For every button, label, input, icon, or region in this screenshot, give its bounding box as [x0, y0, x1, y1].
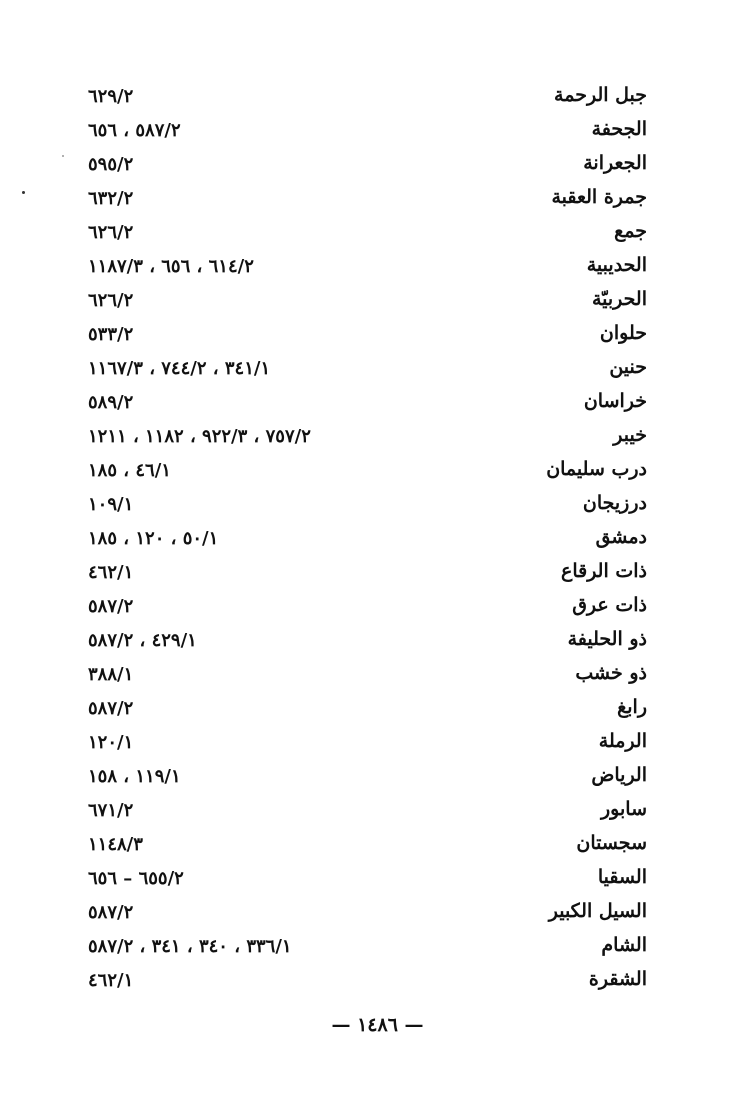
- page-references: ٤٦٢/١: [88, 562, 134, 583]
- page-references: ٦١٤/٢ ، ٦٥٦ ، ١١٨٧/٣: [88, 256, 254, 277]
- page-references: ٦٢٩/٢: [88, 86, 134, 107]
- place-name: الرملة: [598, 730, 647, 752]
- place-name: جمع: [614, 220, 647, 242]
- page-references: ٣٤١/١ ، ٧٤٤/٢ ، ١١٦٧/٣: [88, 358, 271, 379]
- page-references: ٦٣٢/٢: [88, 188, 134, 209]
- index-entry: [0, 930, 755, 964]
- page-references: ٥٨٧/٢: [88, 596, 134, 617]
- index-entry: [0, 216, 755, 250]
- page-references: ٦٢٦/٢: [88, 222, 134, 243]
- place-name: السيل الكبير: [548, 900, 647, 922]
- index-entry: [0, 386, 755, 420]
- place-name: الحربيّة: [591, 288, 647, 310]
- place-name: الشام: [601, 934, 647, 956]
- page-references: ٥٨٧/٢ ، ٦٥٦: [88, 120, 181, 141]
- index-entry: [0, 250, 755, 284]
- page-references: ٥٨٧/٢: [88, 902, 134, 923]
- page-references: ٥٨٧/٢: [88, 698, 134, 719]
- place-name: جمرة العقبة: [551, 186, 647, 208]
- index-entry: [0, 182, 755, 216]
- place-name: ذات عرق: [572, 594, 647, 616]
- page-references: ٤٦/١ ، ١٨٥: [88, 460, 171, 481]
- page-references: ٦٧١/٢: [88, 800, 134, 821]
- index-entry: [0, 964, 755, 998]
- index-entry: [0, 760, 755, 794]
- page-references: ٥٣٣/٢: [88, 324, 134, 345]
- page-references: ١١٩/١ ، ١٥٨: [88, 766, 181, 787]
- index-entry: [0, 692, 755, 726]
- page-references: ١٢٠/١: [88, 732, 134, 753]
- place-name: حنين: [609, 356, 647, 378]
- place-name: خراسان: [583, 390, 647, 412]
- place-name: الجعرانة: [583, 152, 647, 174]
- place-name: الرياض: [591, 764, 647, 786]
- index-entry: [0, 522, 755, 556]
- place-name: جبل الرحمة: [554, 84, 647, 106]
- index-entry: [0, 114, 755, 148]
- place-name: ذو خشب: [575, 662, 647, 684]
- index-entry: [0, 794, 755, 828]
- page-references: ٥٨٩/٢: [88, 392, 134, 413]
- scan-speck: [62, 155, 64, 157]
- page-references: ٤٦٢/١: [88, 970, 134, 991]
- index-entry: [0, 284, 755, 318]
- place-name: الشقرة: [588, 968, 647, 990]
- page-references: ٣٣٦/١ ، ٣٤٠ ، ٣٤١ ، ٥٨٧/٢: [88, 936, 292, 957]
- index-entry: [0, 624, 755, 658]
- place-name: دمشق: [595, 526, 647, 548]
- page-references: ٥٠/١ ، ١٢٠ ، ١٨٥: [88, 528, 219, 549]
- scan-speck: [22, 191, 25, 194]
- place-name: درزيجان: [582, 492, 647, 514]
- index-entry: [0, 556, 755, 590]
- index-entry: [0, 352, 755, 386]
- place-name: ذو الحليفة: [567, 628, 647, 650]
- index-entry: [0, 726, 755, 760]
- index-entry: [0, 454, 755, 488]
- index-entry: [0, 148, 755, 182]
- index-entry: [0, 420, 755, 454]
- index-entry: [0, 590, 755, 624]
- place-name: ذات الرقاع: [560, 560, 647, 582]
- place-name: الحديبية: [586, 254, 647, 276]
- place-name: درب سليمان: [546, 458, 647, 480]
- place-name: الجحفة: [591, 118, 647, 140]
- page-references: ٦٥٥/٢ – ٦٥٦: [88, 868, 184, 889]
- index-entry: [0, 828, 755, 862]
- page-references: ١٠٩/١: [88, 494, 134, 515]
- page-references: ٦٢٦/٢: [88, 290, 134, 311]
- page-references: ١١٤٨/٣: [88, 834, 143, 855]
- page-references: ٥٩٥/٢: [88, 154, 134, 175]
- index-entry: [0, 658, 755, 692]
- index-entry: [0, 80, 755, 114]
- place-name: خيبر: [613, 424, 647, 446]
- place-name: حلوان: [599, 322, 647, 344]
- page-number: — ١٤٨٦ —: [331, 1014, 424, 1036]
- page-references: ٣٨٨/١: [88, 664, 134, 685]
- index-entry: [0, 318, 755, 352]
- place-name: رابغ: [617, 696, 647, 718]
- page-references: ٤٢٩/١ ، ٥٨٧/٢: [88, 630, 197, 651]
- index-entry: [0, 896, 755, 930]
- place-name: السقيا: [597, 866, 647, 888]
- page-references: ٧٥٧/٢ ، ٩٢٢/٣ ، ١١٨٢ ، ١٢١١: [88, 426, 311, 447]
- place-name: سجستان: [576, 832, 647, 854]
- place-index-list: [0, 80, 755, 998]
- index-entry: [0, 862, 755, 896]
- place-name: سابور: [601, 798, 647, 820]
- index-entry: [0, 488, 755, 522]
